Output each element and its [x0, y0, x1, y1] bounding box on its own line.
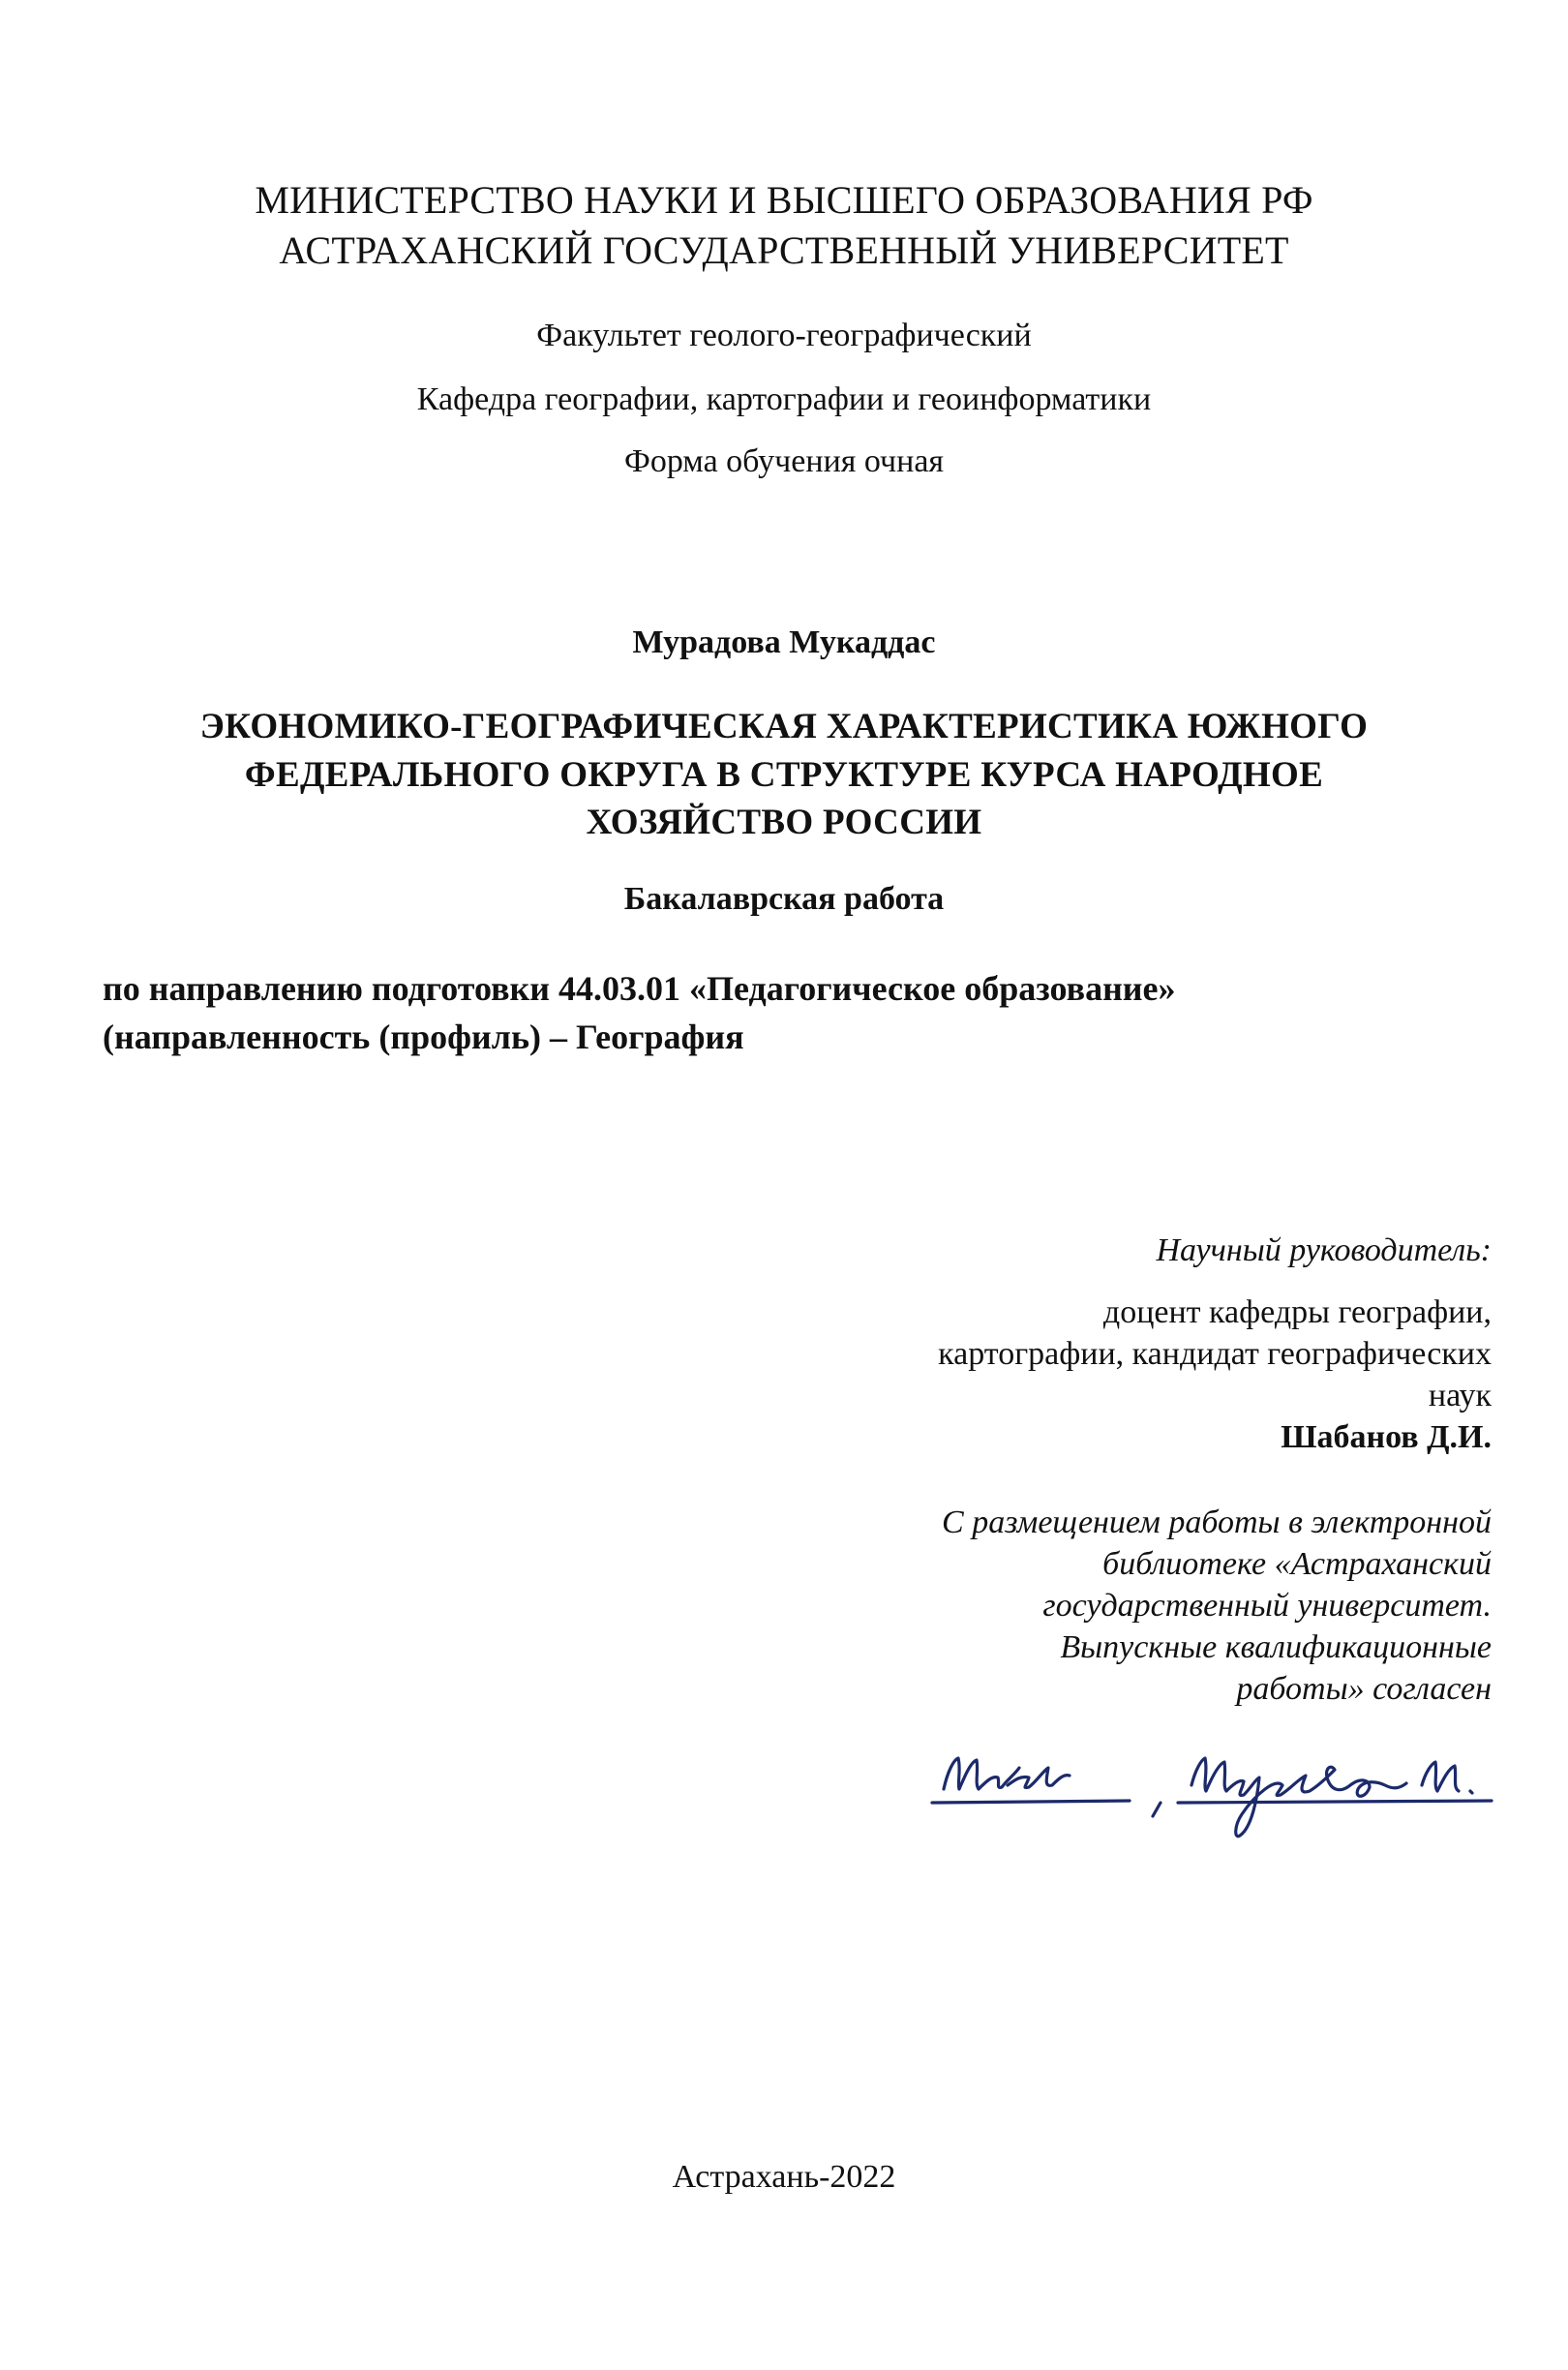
direction-line-1: по направлению подготовки 44.03.01 «Педагогическое образование» — [103, 969, 1176, 1008]
thesis-title-line-3: ХОЗЯЙСТВО РОССИИ — [586, 803, 982, 842]
supervisor-name: Шабанов Д.И. — [1281, 1419, 1492, 1455]
consent-line-5: работы» согласен — [1236, 1671, 1492, 1707]
author-name: Мурадова Мукаддас — [632, 624, 936, 660]
supervisor-position-line-3: наук — [1428, 1378, 1492, 1413]
supervisor-position-line-1: доцент кафедры географии, — [1102, 1294, 1492, 1330]
direction-line-2: (направленность (профиль) – География — [103, 1018, 744, 1056]
department-name: Кафедра географии, картографии и геоинформатики — [416, 381, 1152, 417]
consent-line-2: библиотеке «Астраханский — [1102, 1546, 1492, 1582]
city-year: Астрахань-2022 — [672, 2159, 896, 2195]
study-form: Форма обучения очная — [623, 443, 945, 479]
ministry-name: МИНИСТЕРСТВО НАУКИ И ВЫСШЕГО ОБРАЗОВАНИЯ РФ — [255, 178, 1313, 222]
consent-line-4: Выпускные квалификационные — [1060, 1629, 1492, 1665]
supervisor-position-line-2: картографии, кандидат географических — [938, 1336, 1492, 1372]
work-type: Бакалаврская работа — [623, 881, 945, 917]
handwritten-signature — [915, 1721, 1515, 1867]
university-name: АСТРАХАНСКИЙ ГОСУДАРСТВЕННЫЙ УНИВЕРСИТЕТ — [279, 228, 1289, 272]
supervisor-label: Научный руководитель: — [1156, 1232, 1492, 1268]
thesis-title-line-2: ФЕДЕРАЛЬНОГО ОКРУГА В СТРУКТУРЕ КУРСА НАРОДНОЕ — [244, 755, 1324, 795]
consent-line-3: государственный университет. — [1042, 1588, 1492, 1624]
faculty-name: Факультет геолого-географический — [536, 318, 1032, 353]
consent-line-1: С размещением работы в электронной — [942, 1504, 1492, 1540]
thesis-title-line-1: ЭКОНОМИКО-ГЕОГРАФИЧЕСКАЯ ХАРАКТЕРИСТИКА ЮЖНОГО — [199, 707, 1369, 746]
